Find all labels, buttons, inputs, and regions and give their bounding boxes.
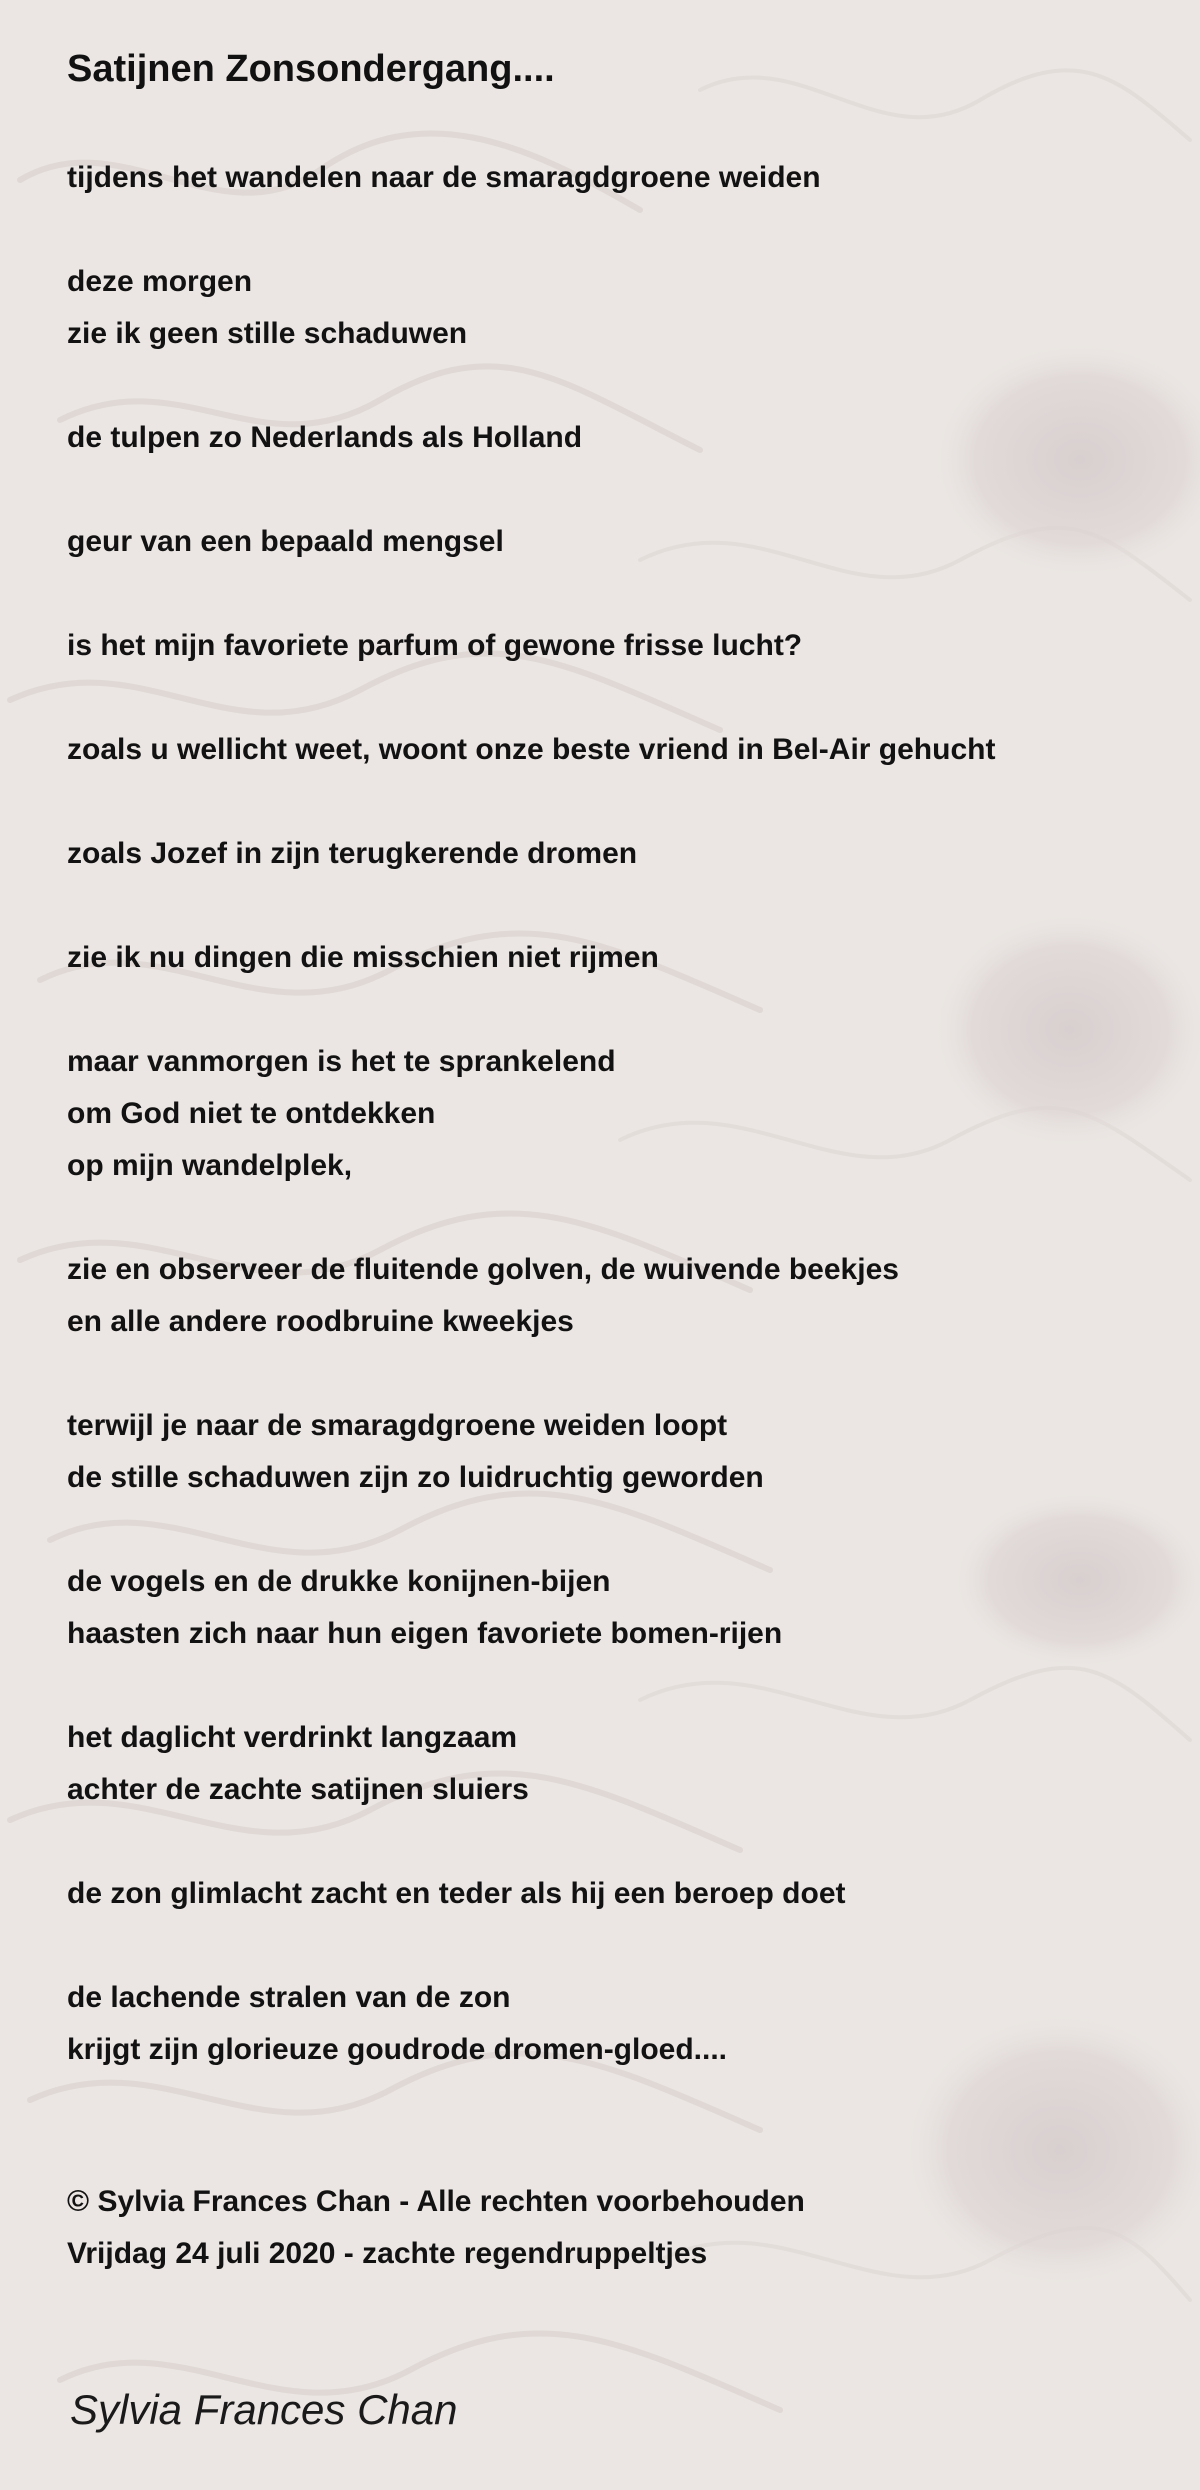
poem-line: de zon glimlacht zacht en teder als hij een beroep doet <box>67 1877 846 1910</box>
stanza <box>67 828 995 880</box>
poem-line: tijdens het wandelen naar de smaragdgroene weiden <box>67 161 821 194</box>
stanza <box>67 1244 995 1348</box>
copyright-line: © Sylvia Frances Chan - Alle rechten voorbehouden <box>67 2185 805 2218</box>
poem-line: de vogels en de drukke konijnen-bijen <box>67 1565 611 1598</box>
poem-line: om God niet te ontdekken <box>67 1097 436 1130</box>
copyright-block <box>67 2176 805 2280</box>
stanza <box>67 1972 995 2076</box>
poem-line: zoals u wellicht weet, woont onze beste vriend in Bel-Air gehucht <box>67 733 996 766</box>
poem-line: op mijn wandelplek, <box>67 1149 353 1182</box>
poem-line: is het mijn favoriete parfum of gewone frisse lucht? <box>67 629 803 662</box>
stanza <box>67 412 995 464</box>
stanza <box>67 152 995 204</box>
date-line: Vrijdag 24 juli 2020 - zachte regendruppeltjes <box>67 2237 708 2270</box>
author-signature[interactable]: Sylvia Frances Chan <box>70 2386 458 2433</box>
stanza <box>67 724 995 776</box>
poem-line: achter de zachte satijnen sluiers <box>67 1773 529 1806</box>
poem-line: de lachende stralen van de zon <box>67 1981 511 2014</box>
stanza <box>67 1556 995 1660</box>
poem-line: zie en observeer de fluitende golven, de wuivende beekjes <box>67 1253 899 1286</box>
stanza <box>67 256 995 360</box>
poem-line: en alle andere roodbruine kweekjes <box>67 1305 574 1338</box>
poem-line: maar vanmorgen is het te sprankelend <box>67 1045 616 1078</box>
stanza <box>67 1868 995 1920</box>
poem-line: deze morgen <box>67 265 253 298</box>
stanza <box>67 620 995 672</box>
poem-line: het daglicht verdrinkt langzaam <box>67 1721 518 1754</box>
stanza <box>67 1036 995 1192</box>
stanza <box>67 516 995 568</box>
poem-line: zie ik geen stille schaduwen <box>67 317 468 350</box>
poem-title: Satijnen Zonsondergang.... <box>67 48 555 90</box>
poem-line: terwijl je naar de smaragdgroene weiden loopt <box>67 1409 728 1442</box>
stanza <box>67 932 995 984</box>
poem-body <box>67 152 995 2128</box>
poem-line: de tulpen zo Nederlands als Holland <box>67 421 583 454</box>
poem-line: haasten zich naar hun eigen favoriete bomen-rijen <box>67 1617 783 1650</box>
poem-line: de stille schaduwen zijn zo luidruchtig geworden <box>67 1461 764 1494</box>
poem-line: zie ik nu dingen die misschien niet rijmen <box>67 941 659 974</box>
stanza <box>67 1400 995 1504</box>
stanza <box>67 1712 995 1816</box>
poem-line: krijgt zijn glorieuze goudrode dromen-gloed.... <box>67 2033 728 2066</box>
poem-line: geur van een bepaald mengsel <box>67 525 504 558</box>
poem-line: zoals Jozef in zijn terugkerende dromen <box>67 837 638 870</box>
